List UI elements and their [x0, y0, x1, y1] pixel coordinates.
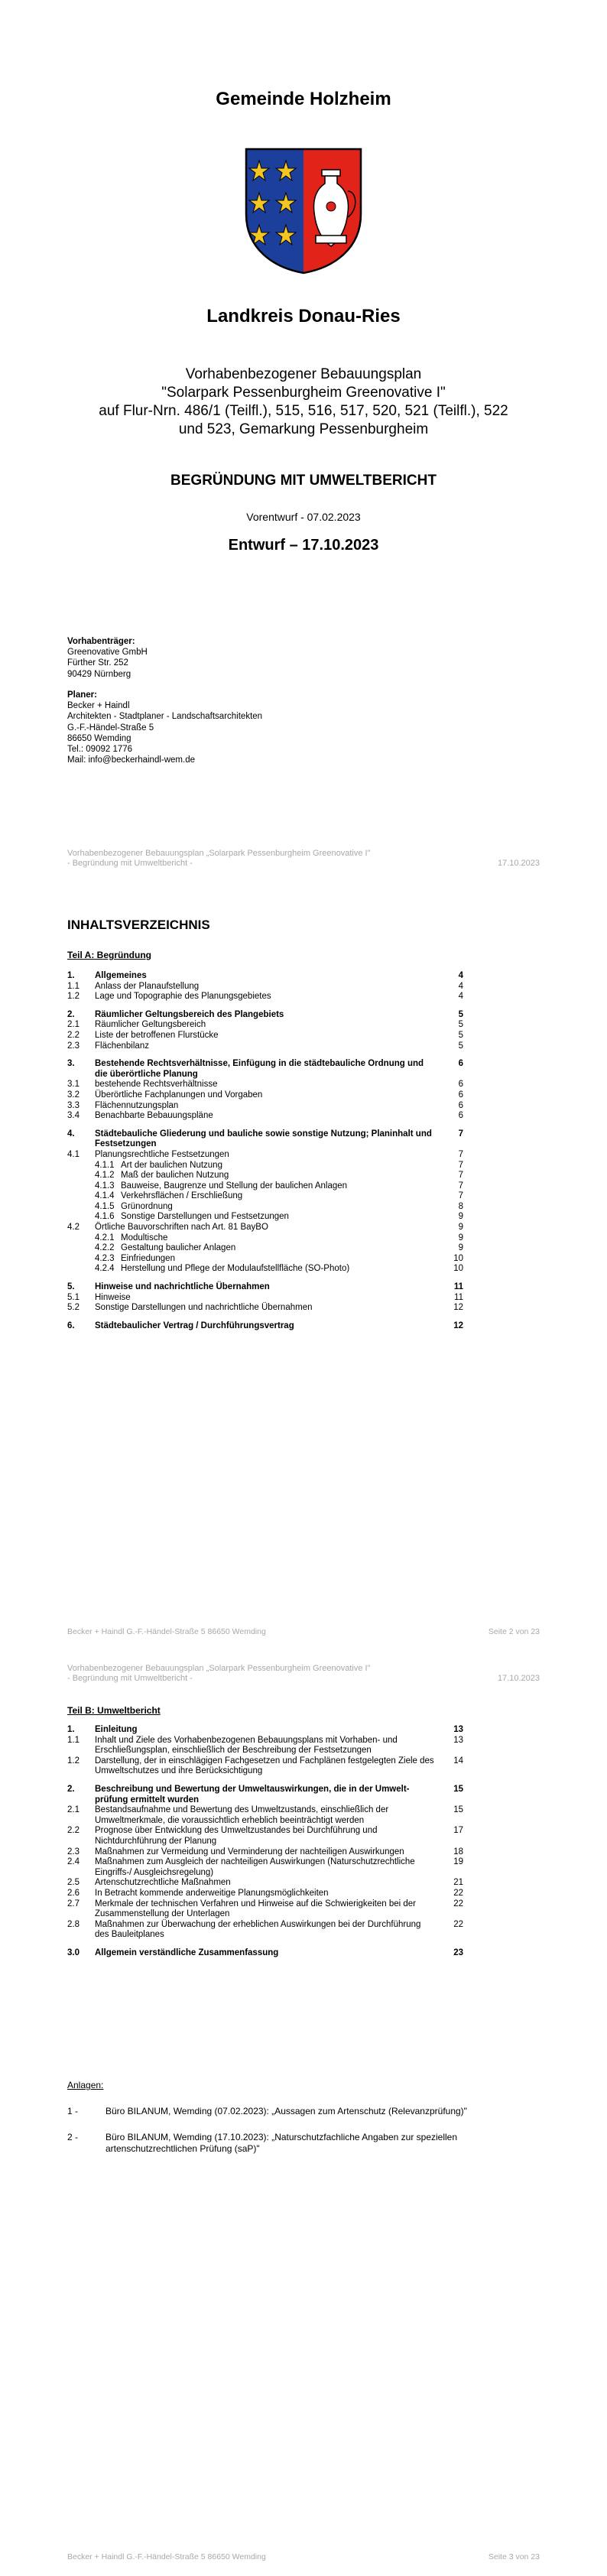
header-date: 17.10.2023: [497, 1674, 540, 1683]
address-line: G.-F.-Händel-Straße 5: [67, 723, 154, 733]
page-header: [67, 849, 540, 869]
project-sponsor-label: Vorhabenträger:: [67, 637, 135, 646]
toc-part-b: Teil B: Umweltbericht: [67, 1705, 161, 1716]
toc-entry[interactable]: 3.0 Allgemein verständliche Zusammenfassung 23: [67, 1947, 463, 1957]
toc-entry[interactable]: 1.2 Darstellung, der in einschlägigen Fachgesetzen und Fachplänen festgelegten Ziele des Umweltschutzes und ihre Berücksichtigung 14: [67, 1756, 463, 1776]
plan-title-line: Vorhabenbezogener Bebauungsplan: [185, 366, 422, 382]
plan-title-line: "Solarpark Pessenburgheim Greenovative I": [161, 385, 446, 401]
toc-entry[interactable]: 1. Einleitung 13: [67, 1725, 463, 1734]
toc-entry[interactable]: 4.1.6 Sonstige Darstellungen und Festsetzungen 9: [95, 1212, 463, 1222]
planner-block: [67, 690, 262, 765]
project-sponsor-block: [67, 636, 148, 680]
toc-entry[interactable]: 5. Hinweise und nachrichtliche Übernahmen 11: [67, 1282, 463, 1292]
toc-entry[interactable]: 4.1.4 Verkehrsflächen / Erschließung 7: [95, 1191, 463, 1201]
coat-of-arms: [242, 145, 365, 275]
toc-entry[interactable]: 3.3 Flächennutzungsplan 6: [67, 1100, 463, 1110]
address-line: Greenovative GmbH: [67, 648, 148, 658]
planner-label: Planer:: [67, 690, 97, 700]
toc-entry[interactable]: 4. Städtebauliche Gliederung und bauliche sowie sonstige Nutzung; Planinhalt und Festsetzungen 7: [67, 1129, 463, 1149]
toc-entry[interactable]: 2.3 Flächenbilanz 5: [67, 1041, 463, 1051]
page-footer: [67, 2552, 540, 2561]
toc-entry[interactable]: 1.1 Anlass der Planaufstellung 4: [67, 981, 463, 991]
page-footer: [67, 1627, 540, 1636]
toc-entry[interactable]: 2.2 Prognose über Entwicklung des Umweltzustandes bei Durchführung und Nichtdurchführung der Planung 17: [67, 1826, 463, 1846]
address-line: Becker + Haindl: [67, 701, 130, 711]
toc-entry[interactable]: 4.2.2 Gestaltung baulicher Anlagen 9: [95, 1243, 463, 1253]
toc-entry[interactable]: 4.1 Planungsrechtliche Festsetzungen 7: [67, 1149, 463, 1159]
draft-date: Entwurf – 17.10.2023: [228, 537, 379, 554]
address-line: 90429 Nürnberg: [67, 669, 131, 679]
header-subtitle: - Begründung mit Umweltbericht -: [67, 1674, 193, 1683]
toc-entry[interactable]: 2.8 Maßnahmen zur Überwachung der erheblichen Auswirkungen bei der Durchführung des Bauleitplanes 22: [67, 1919, 463, 1940]
attachments-title: Anlagen:: [67, 2080, 104, 2090]
toc-entry[interactable]: 1. Allgemeines 4: [67, 971, 463, 980]
toc-entry[interactable]: 1.2 Lage und Topographie des Planungsgebietes 4: [67, 992, 463, 1002]
cover-page: [0, 0, 607, 849]
toc-entry[interactable]: 4.2.1 Modultische 9: [95, 1233, 463, 1243]
plan-title-line: und 523, Gemarkung Pessenburgheim: [178, 421, 429, 437]
page-header: [67, 1664, 540, 1684]
municipality-title: Gemeinde Holzheim: [216, 89, 391, 109]
toc-entry[interactable]: 2.1 Bestandsaufnahme und Bewertung des Umweltzustands, einschließlich der Umweltmerkmale, die voraussichtlich erheblich beeinträchtigt werden 15: [67, 1805, 463, 1825]
toc-entry[interactable]: 4.1.3 Bauweise, Baugrenze und Stellung der baulichen Anlagen 7: [95, 1181, 463, 1191]
address-line: Fürther Str. 252: [67, 658, 128, 668]
toc-entry[interactable]: 2.6 In Betracht kommende anderweitige Planungsmöglichkeiten 22: [67, 1888, 463, 1898]
header-title: Vorhabenbezogener Bebauungsplan „Solarpark Pessenburgheim Greenovative I": [67, 1664, 371, 1673]
district-title: Landkreis Donau-Ries: [206, 306, 401, 326]
toc-entry[interactable]: 4.1.1 Art der baulichen Nutzung 7: [95, 1160, 463, 1170]
attachment-item: 1 - Büro BILANUM, Wemding (07.02.2023): „Aussagen zum Artenschutz (Relevanzprüfung)": [67, 2106, 467, 2116]
toc-entry[interactable]: 3.4 Benachbarte Bebauungspläne 6: [67, 1111, 463, 1121]
plan-title-line: auf Flur-Nrn. 486/1 (Teilfl.), 515, 516, 517, 520, 521 (Teilfl.), 522: [99, 403, 508, 419]
toc-entry[interactable]: 4.2.4 Herstellung und Pflege der Modulaufstellfläche (SO-Photo) 10: [95, 1264, 463, 1274]
toc-entry[interactable]: 5.1 Hinweise 11: [67, 1292, 463, 1302]
toc-entry[interactable]: 4.1.2 Maß der baulichen Nutzung 7: [95, 1171, 463, 1181]
footer-address: Becker + Haindl G.-F.-Händel-Straße 5 86650 Wemding: [67, 1627, 266, 1636]
page-number: Seite 3 von 23: [488, 2552, 540, 2561]
attachment-item: 2 - Büro BILANUM, Wemding (17.10.2023): „Naturschutzfachliche Angaben zur speziellen artenschutzrechtlichen Prüfung (saP)": [67, 2132, 458, 2154]
toc-entry[interactable]: 2.4 Maßnahmen zum Ausgleich der nachteiligen Auswirkungen (Naturschutzrechtliche Eingriffs-/ Ausgleichsregelung) 19: [67, 1857, 463, 1877]
toc-entry[interactable]: 3.1 bestehende Rechtsverhältnisse 6: [67, 1080, 463, 1090]
header-date: 17.10.2023: [497, 859, 540, 868]
toc-entry[interactable]: 4.1.5 Grünordnung 8: [95, 1201, 463, 1211]
toc-entry[interactable]: 3.2 Überörtliche Fachplanungen und Vorgaben 6: [67, 1090, 463, 1100]
toc-entry[interactable]: 3. Bestehende Rechtsverhältnisse, Einfügung in die städtebauliche Ordnung und die überörtliche Planung 6: [67, 1059, 463, 1079]
document-type: BEGRÜNDUNG MIT UMWELTBERICHT: [170, 473, 437, 489]
email-link[interactable]: Mail: info@beckerhaindl-wem.de: [67, 755, 195, 765]
toc-entry[interactable]: 5.2 Sonstige Darstellungen und nachrichtliche Übernahmen 12: [67, 1303, 463, 1313]
toc-entry[interactable]: 4.2.3 Einfriedungen 10: [95, 1253, 463, 1263]
address-line: 86650 Wemding: [67, 733, 131, 743]
footer-address: Becker + Haindl G.-F.-Händel-Straße 5 86650 Wemding: [67, 2552, 266, 2561]
toc-entry[interactable]: 2. Beschreibung und Bewertung der Umweltauswirkungen, die in der Umwelt-prüfung ermittelt wurden 15: [67, 1784, 463, 1804]
phone-line: Tel.: 09092 1776: [67, 745, 133, 755]
toc-list-a: [67, 971, 463, 1331]
toc-part-a: Teil A: Begründung: [67, 950, 151, 960]
header-subtitle: - Begründung mit Umweltbericht -: [67, 859, 193, 868]
address-line: Architekten - Stadtplaner - Landschaftsarchitekten: [67, 712, 263, 722]
toc-entry[interactable]: 2.3 Maßnahmen zur Vermeidung und Verminderung der nachteiligen Auswirkungen 18: [67, 1847, 463, 1856]
toc-entry[interactable]: 1.1 Inhalt und Ziele des Vorhabenbezogenen Bebauungsplans mit Vorhaben- und Erschließungsplan, einschließlich der Beschreibung der Festsetzungen 13: [67, 1735, 463, 1756]
toc-list-b: [67, 1725, 463, 1958]
toc-page-b: [0, 1642, 607, 2576]
plan-title: [54, 365, 553, 439]
toc-entry[interactable]: 2.5 Artenschutzrechtliche Maßnahmen 21: [67, 1878, 463, 1888]
toc-title: INHALTSVERZEICHNIS: [67, 918, 210, 932]
toc-page-a: [0, 849, 607, 1642]
toc-entry[interactable]: 2.1 Räumlicher Geltungsbereich 5: [67, 1020, 463, 1030]
toc-entry[interactable]: 6. Städtebaulicher Vertrag / Durchführungsvertrag 12: [67, 1320, 463, 1330]
preliminary-draft-date: Vorentwurf - 07.02.2023: [246, 511, 361, 523]
toc-entry[interactable]: 2.7 Merkmale der technischen Verfahren und Hinweise auf die Schwierigkeiten bei der Zusammenstellung der Unterlagen 22: [67, 1899, 463, 1919]
toc-entry[interactable]: 2.2 Liste der betroffenen Flurstücke 5: [67, 1030, 463, 1040]
toc-entry[interactable]: 4.2 Örtliche Bauvorschriften nach Art. 81 BayBO 9: [67, 1223, 463, 1233]
page-number: Seite 2 von 23: [488, 1627, 540, 1636]
toc-entry[interactable]: 2. Räumlicher Geltungsbereich des Plangebiets 5: [67, 1009, 463, 1019]
header-title: Vorhabenbezogener Bebauungsplan „Solarpark Pessenburgheim Greenovative I": [67, 849, 371, 858]
